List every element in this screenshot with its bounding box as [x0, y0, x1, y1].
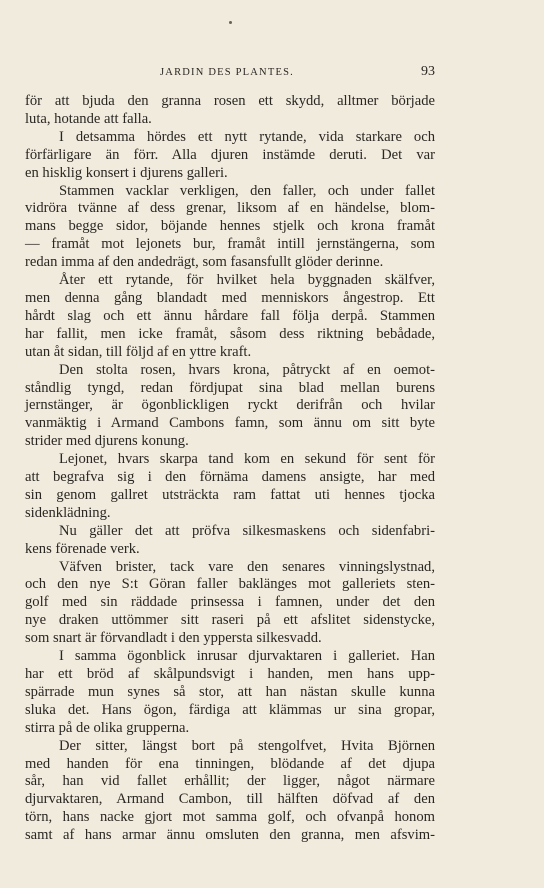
paper-speck: [229, 21, 232, 24]
text-line: för att bjuda den granna rosen ett skydd, alltmer började: [25, 93, 435, 109]
text-line: jernstänger, är ögonblickligen ryckt derifrån och hvilar: [25, 397, 435, 414]
text-line: som snart är förvandladt i den yppersta silkesvadd.: [25, 630, 322, 647]
text-line: Der sitter, längst bort på stengolfvet, Hvita Björnen: [59, 737, 435, 754]
text-line: en hisklig konsert i djurens galleri.: [25, 164, 228, 181]
text-line: sin genom gallret utsträckta ram fattat uti hennes tjocka: [25, 486, 435, 503]
text-line: att begrafva sig i den förnäma damens ansigte, har med: [25, 469, 435, 486]
text-line: djurvaktaren, Armand Cambon, till hälften döfvad af den: [25, 791, 435, 808]
text-line: redan imma af den andedrägt, som fasansfullt glöder derinne.: [25, 254, 384, 271]
text-line: samt af hans armar ännu omsluten den granna, men afsvim-: [25, 827, 435, 844]
text-line: utan åt sidan, till följd af en yttre kraft.: [25, 343, 252, 360]
page-number: 93: [421, 64, 435, 79]
body-text: [25, 93, 435, 845]
text-line: golf med sin räddade prinsessa i famnen, under det den: [25, 594, 435, 611]
text-line: Den stolta rosen, hvars krona, påtryckt af en oemot-: [59, 361, 435, 378]
text-line: I samma ögonblick inrusar djurvaktaren i galleriet. Han: [59, 648, 435, 665]
running-head: JARDIN DES PLANTES.: [160, 67, 294, 78]
text-line: sluka det. Hans ögon, färdiga att klämmas ur sina gropar,: [25, 701, 435, 718]
text-line: Nu gäller det att pröfva silkesmaskens och sidenfabri-: [59, 522, 435, 539]
page-header: [25, 64, 435, 80]
text-line: med handen för ena tinningen, blödande af det djupa: [25, 755, 435, 772]
text-line: spärrade mun synes så stor, att han nästan skulle kunna: [25, 683, 435, 700]
text-line: törn, hans nacke gjort mot samma golf, och ofvanpå honom: [25, 809, 435, 826]
text-line: förfärligare än förr. Alla djuren instämde deruti. Det var: [25, 146, 435, 163]
text-line: men denna gång blandadt med menniskors ångestrop. Ett: [25, 289, 435, 306]
text-line: ståndlig tyngd, redan fördjupat sina blad mellan burens: [25, 379, 435, 396]
text-line: luta, hotande att falla.: [25, 110, 152, 127]
text-line: Väfven brister, tack vare den senares vinningslystnad,: [59, 558, 435, 575]
text-line: stirra på de olika grupperna.: [25, 719, 190, 736]
text-line: kens förenade verk.: [25, 540, 140, 557]
text-line: hårdt slag och ett ännu hårdare fall följa derpå. Stammen: [25, 307, 435, 324]
text-line: och den nye S:t Göran faller baklänges mot galleriets sten-: [25, 576, 435, 593]
text-line: har fallit, men icke framåt, såsom dess riktning bebådade,: [25, 325, 435, 342]
text-line: strider med djurens konung.: [25, 433, 189, 450]
text-line: Stammen vacklar verkligen, den faller, och under fallet: [59, 182, 435, 199]
text-line: sår, han vid fallet erhållit; der ligger, något närmare: [25, 773, 435, 790]
text-line: I detsamma hördes ett nytt rytande, vida starkare och: [59, 128, 435, 145]
text-line: mans begge sidor, böjande hennes stjelk och krona framåt: [25, 218, 435, 235]
text-line: nye draken uttömmer sitt raseri på ett afslitet sidenstycke,: [25, 612, 435, 629]
text-line: — framåt mot lejonets bur, framåt intill jernstängerna, som: [25, 236, 435, 253]
text-line: sidenklädning.: [25, 504, 111, 521]
text-line: vanmäktig i Armand Cambons famn, som ännu om sitt byte: [25, 415, 435, 432]
text-line: har ett bröd af skålpundsvigt i handen, men hans upp-: [25, 666, 435, 682]
text-line: Åter ett rytande, för hvilket hela byggnaden skälfver,: [59, 272, 435, 289]
text-line: vidröra tvänne af dess grenar, liksom af en händelse, blom-: [25, 200, 435, 217]
text-line: Lejonet, hvars skarpa tand kom en sekund för sent för: [59, 451, 435, 468]
